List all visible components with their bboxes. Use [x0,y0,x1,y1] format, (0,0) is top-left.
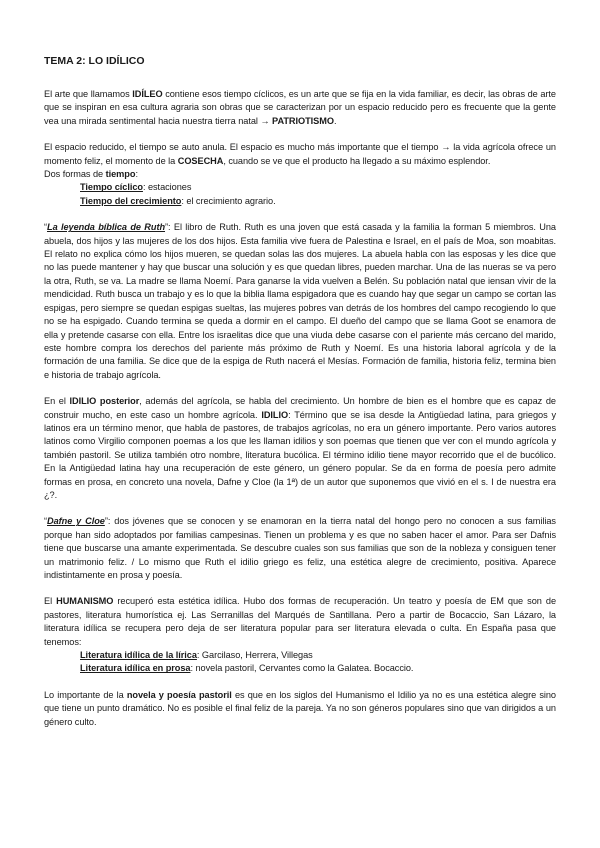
spacer [44,208,556,221]
list-item-literatura-prosa [44,662,556,675]
bold-term: COSECHA [177,155,224,166]
quote-mark: “ [44,516,48,527]
text-run: Dos formas de [44,169,106,180]
paragraph-espacio [44,141,556,168]
text-run: En el [44,396,70,407]
text-run: : Garcilaso, Herrera, Villegas [196,650,313,661]
text-run: : estaciones [142,182,192,193]
bold-term: PATRIOTISMO [272,115,334,126]
text-run: , cuando se ve que el producto ha llegado a su máximo esplendor. [223,155,491,166]
spacer [44,502,556,515]
spacer [44,676,556,689]
text-run: El [44,596,57,607]
text-run: : Término que se isa desde la Antigüedad latina, para griegos y latinos era un término menor, que habla de pastores, de trabajos agrícolas, no era un género importante. Pero varios autores latinos como Virgilio componen poemas a los que les llaman idilios y son poemas que tienen que ver con el mundo agrícola y también pastoril. Se utiliza también otro nombre, literatura bucólica. El término idilio tiene mayor recorrido que el de bucólico. En la Antigüedad latina hay una recuperación de este género, un género popular. Se da en forma de poesía pero admite formas en prosa, en concreto una novela, Dafne y Cloe (la 1ª) de un autor que suponemos que vivió en el s. I de nuestra era ¿?. [44,409,556,500]
quote-mark: ” [165,222,169,233]
text-run: Lo importante de la [44,689,127,700]
paragraph-ruth [44,221,556,382]
list-item-literatura-lirica [44,649,556,662]
bold-term: novela y poesía pastoril [126,689,232,700]
bold-term: HUMANISMO [56,596,114,607]
paragraph-formas-tiempo [44,168,556,181]
document-body [44,54,556,729]
text-run: es que en los siglos del Humanismo el Idilio ya no es una estética alegre sino que tiene un punto dramático. No es posible el final feliz de la pareja. Ya no son géneros populares sino que van dirigidos a un género culto. [44,689,556,727]
text-run: : dos jóvenes que se conocen y se enamoran en la tierra natal del hongo pero no conocen a sus familias porque han sido adoptados por familias campesinas. Tienen un problema y es que no saben hacer el amor. Para ser Dafnis tiene que buscarse una amante experimentada. Se descubre cuales son sus familias que son de la nobleza y consiguen tener un matrimonio feliz. / Lo mismo que Ruth el idilio griego es feliz, una estética alegre de crecimiento, positiva. Aparece indistintamente en prosa y poesía. [44,516,556,580]
underlined-term: Literatura idílica en prosa [80,663,191,674]
text-run: , además del agrícola, se habla del crecimiento. Un hombre de bien es el hombre que es capaz de construir mucho, en este caso un hombre agrícola. [44,396,556,420]
underlined-term: Tiempo cíclico [80,182,143,193]
bold-term: IDILIO [261,409,289,420]
paragraph-idilio-posterior [44,395,556,502]
text-run: : el crecimiento agrario. [181,195,276,206]
text-run: : novela pastoril, Cervantes como la Galatea. Bocaccio. [190,663,414,674]
bold-term: IDÍLEO [132,89,163,99]
spacer [44,128,556,141]
text-run: El espacio reducido, el tiempo se auto anula. El espacio es mucho más importante que el tiempo → la vida agrícola ofrece un momento feliz, el momento de la [44,142,556,166]
paragraph-idileo [44,88,556,128]
paragraph-novela-pastoril [44,689,556,729]
spacer [44,382,556,395]
underlined-term: Literatura idílica de la lírica [80,650,197,661]
list-item-tiempo-ciclico [44,181,556,194]
quote-mark: “ [44,222,48,233]
paragraph-humanismo [44,595,556,649]
list-item-tiempo-crecimiento [44,195,556,208]
work-title: Dafne y Cloe [47,516,105,527]
underlined-term: Tiempo del crecimiento [80,195,182,206]
text-run: : El libro de Ruth. Ruth es una joven que está casada y la familia la forman 5 miembros. Una abuela, dos hijos y las mujeres de los dos hijos. Esta familia vive fuera de Palestina e Israel, en el país de Moa, son moabitas. El relato no explica cómo los hijos mueren, se quedan solas las dos mujeres. La abuela habla con las esposas y les dice que no las puede mantener y hay que buscar una solución y es que quedan libres, pueden marchar. Una de las nueras se va pero la otra, Ruth, se va. La madre se llama Noemí. Para ganarse la vida vuelven a Belén. Su población natal que iensan vivir de la mendicidad. Ruth busca un trabajo y es lo que la biblia llama espigadora que es cuando hay que segar un campo se cortan las espigas, pero siempre se quedan espigas sueltas, las mujeres pobres van detrás de los hombres del campo recogiendo lo que no se ha espigado. Cuando termina se queda a dormir en el campo. El dueño del campo que se llama Goot se enamora de ella y pretende casarse con ella. Entre los israelitas dice que una viuda debe casarse con el pariente más cercano del marido, este hombre compra los derechos del pariente más próximo de Ruth y Noemí. Es una historia laboral agrícola y de la formación de una familia. Se dice que de la espiga de Ruth nacerá el Mesías. Formación de familia, historia feliz, termina bien e historia de trabajo agrícola. [44,222,556,380]
text-run: . [333,115,337,126]
page-title: TEMA 2: LO IDÍLICO [44,55,145,67]
paragraph-dafne-cloe [44,515,556,582]
text-run: : [135,169,138,180]
text-run: El arte que llamamos [44,89,133,99]
text-run: contiene esos tiempo cíclicos, es un arte que se fija en la vida familiar, es decir, las obras de arte que se inspiran en esa cultura agraria son obras que se caracterizan por un espacio reducido pero es frecuente que la gente vea una mirada sentimental hacia nuestra tierra natal → [44,89,556,126]
bold-term: IDILIO posterior [69,396,140,407]
spacer [44,582,556,595]
bold-term: tiempo [105,169,136,180]
work-title: La leyenda bíblica de Ruth [47,222,166,233]
text-run: recuperó esta estética idílica. Hubo dos formas de recuperación. Un teatro y poesía de EM que son de pastores, literatura humorística ej. Las Serranillas del Marqués de Santillana. Pero a partir de Bocaccio, San Lázaro, la literatura idílica se recupera pero deja de ser literatura popular para ser literatura elevada o culta. En España pasa que tenemos: [44,596,556,647]
quote-mark: ” [104,516,108,527]
